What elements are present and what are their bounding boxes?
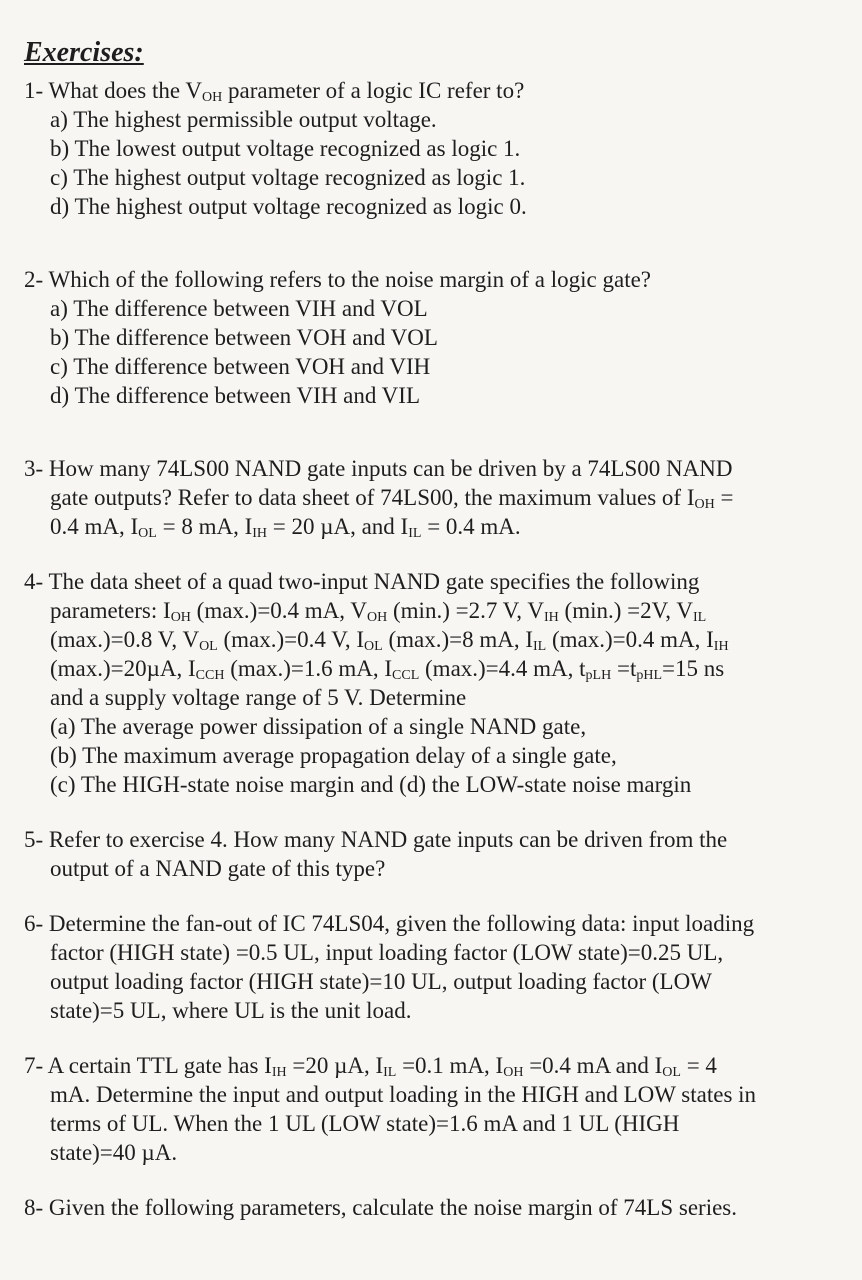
spacer <box>24 410 832 454</box>
subscript: OL <box>364 639 383 654</box>
question-3-text: = <box>714 485 734 510</box>
option-a: a) The highest permissible output voltage. <box>50 107 437 132</box>
question-6-line: output loading factor (HIGH state)=10 UL, output loading factor (LOW <box>50 969 712 994</box>
question-4-text: (max.)=20µA, I <box>50 656 196 681</box>
question-7-text: =0.1 mA, I <box>396 1053 504 1078</box>
subscript: IH <box>544 610 559 625</box>
question-2 <box>24 265 832 410</box>
question-number: 2- <box>24 267 44 292</box>
subscript: CCH <box>195 668 225 683</box>
question-4-text: (max.)=4.4 mA, t <box>419 656 586 681</box>
question-3 <box>24 454 832 541</box>
question-7-text: =20 µA, I <box>286 1053 384 1078</box>
subscript: OL <box>199 639 218 654</box>
spacer <box>24 1167 832 1193</box>
question-5-line: output of a NAND gate of this type? <box>50 856 386 881</box>
question-4-text: (max.)=0.4 mA, I <box>546 627 714 652</box>
question-6-text: Determine the fan-out of IC 74LS04, given the following data: input loading <box>43 911 755 936</box>
subscript: IL <box>408 526 422 541</box>
question-5-text: Refer to exercise 4. How many NAND gate inputs can be driven from the <box>43 827 728 852</box>
spacer <box>24 883 832 909</box>
question-4-line <box>24 567 832 596</box>
question-7-line <box>24 1051 832 1080</box>
question-4 <box>24 567 832 799</box>
question-1-stem <box>24 76 832 105</box>
question-1 <box>24 76 832 221</box>
subscript: OH <box>170 610 191 625</box>
page-title: Exercises: <box>24 37 144 68</box>
question-7-line: state)=40 µA. <box>50 1140 178 1165</box>
spacer <box>24 1025 832 1051</box>
question-8 <box>24 1193 832 1222</box>
question-4-text: (max.)=0.4 mA, V <box>190 598 368 623</box>
question-8-line <box>24 1193 832 1222</box>
spacer <box>24 799 832 825</box>
subscript: IH <box>713 639 729 654</box>
question-7-text: = 4 <box>680 1053 717 1078</box>
question-6 <box>24 909 832 1025</box>
option-c: c) The highest output voltage recognized as logic 1. <box>50 165 526 190</box>
question-7-text: A certain TTL gate has I <box>43 1053 272 1078</box>
question-4-text: (min.) =2.7 V, V <box>387 598 544 623</box>
question-6-line: state)=5 UL, where UL is the unit load. <box>50 998 412 1023</box>
question-2-options <box>50 294 832 410</box>
question-number: 1- <box>24 78 44 103</box>
question-4-line <box>50 625 832 654</box>
question-6-line: factor (HIGH state) =0.5 UL, input loading factor (LOW state)=0.25 UL, <box>50 940 724 965</box>
option-c: c) The difference between VOH and VIH <box>50 354 431 379</box>
question-7-text: =0.4 mA and I <box>523 1053 663 1078</box>
option-b: b) The difference between VOH and VOL <box>50 325 438 350</box>
question-1-text: What does the V <box>43 78 203 103</box>
question-4-part-b: (b) The maximum average propagation delay of a single gate, <box>50 743 617 768</box>
option-b: b) The lowest output voltage recognized as logic 1. <box>50 136 521 161</box>
question-3-line <box>50 483 832 512</box>
question-4-text: (max.)=0.4 V, I <box>217 627 365 652</box>
question-3-line <box>24 454 832 483</box>
question-4-line <box>50 654 832 683</box>
subscript: pLH <box>585 668 612 683</box>
question-4-line: and a supply voltage range of 5 V. Determine <box>50 685 467 710</box>
subscript: OH <box>503 1065 524 1080</box>
subscript: OH <box>367 610 388 625</box>
subscript: OL <box>662 1065 681 1080</box>
question-3-text: = 0.4 mA. <box>421 514 521 539</box>
question-6-line <box>24 909 832 938</box>
question-3-text: 0.4 mA, I <box>50 514 139 539</box>
question-3-text: gate outputs? Refer to data sheet of 74LS00, the maximum values of I <box>50 485 695 510</box>
subscript: OL <box>138 526 157 541</box>
subscript: OH <box>694 497 715 512</box>
question-4-text: The data sheet of a quad two-input NAND gate specifies the following <box>43 569 700 594</box>
option-d: d) The highest output voltage recognized as logic 0. <box>50 194 527 219</box>
question-8-text: Given the following parameters, calculate the noise margin of 74LS series. <box>43 1195 738 1220</box>
question-5 <box>24 825 832 883</box>
subscript: IH <box>271 1065 287 1080</box>
subscript: IL <box>533 639 547 654</box>
question-1-options <box>50 105 832 221</box>
subscript: IL <box>692 610 707 625</box>
question-number: 4- <box>24 569 44 594</box>
question-4-line <box>50 596 832 625</box>
question-4-text: (max.)=0.8 V, V <box>50 627 200 652</box>
question-3-text: = 8 mA, I <box>156 514 253 539</box>
question-number: 3- <box>24 456 44 481</box>
question-number: 8- <box>24 1195 44 1220</box>
question-4-text: (max.)=8 mA, I <box>382 627 533 652</box>
question-3-text: = 20 µA, and I <box>267 514 409 539</box>
question-7-line: terms of UL. When the 1 UL (LOW state)=1.6 mA and 1 UL (HIGH <box>50 1111 680 1136</box>
question-3-line <box>50 512 832 541</box>
subscript: pHL <box>636 668 663 683</box>
question-1-text: parameter of a logic IC refer to? <box>222 78 525 103</box>
question-4-text: (max.)=1.6 mA, I <box>224 656 393 681</box>
question-number: 6- <box>24 911 44 936</box>
question-number: 5- <box>24 827 44 852</box>
question-5-line <box>24 825 832 854</box>
subscript: CCL <box>392 668 420 683</box>
question-2-stem <box>24 265 832 294</box>
question-number: 7- <box>24 1053 44 1078</box>
subscript: IH <box>252 526 268 541</box>
question-3-text: How many 74LS00 NAND gate inputs can be driven by a 74LS00 NAND <box>43 456 733 481</box>
question-4-text: =15 ns <box>662 656 725 681</box>
question-4-text: parameters: I <box>50 598 171 623</box>
question-4-text: (min.) =2V, V <box>558 598 693 623</box>
spacer <box>24 221 832 265</box>
question-7-line: mA. Determine the input and output loading in the HIGH and LOW states in <box>50 1082 757 1107</box>
spacer <box>24 541 832 567</box>
question-2-text: Which of the following refers to the noise margin of a logic gate? <box>43 267 651 292</box>
option-a: a) The difference between VIH and VOL <box>50 296 428 321</box>
question-4-part-a: (a) The average power dissipation of a single NAND gate, <box>50 714 587 739</box>
subscript: OH <box>202 90 223 105</box>
subscript: IL <box>383 1065 397 1080</box>
question-7 <box>24 1051 832 1167</box>
question-4-part-c-d: (c) The HIGH-state noise margin and (d) the LOW-state noise margin <box>50 772 692 797</box>
question-4-text: =t <box>611 656 637 681</box>
option-d: d) The difference between VIH and VIL <box>50 383 420 408</box>
